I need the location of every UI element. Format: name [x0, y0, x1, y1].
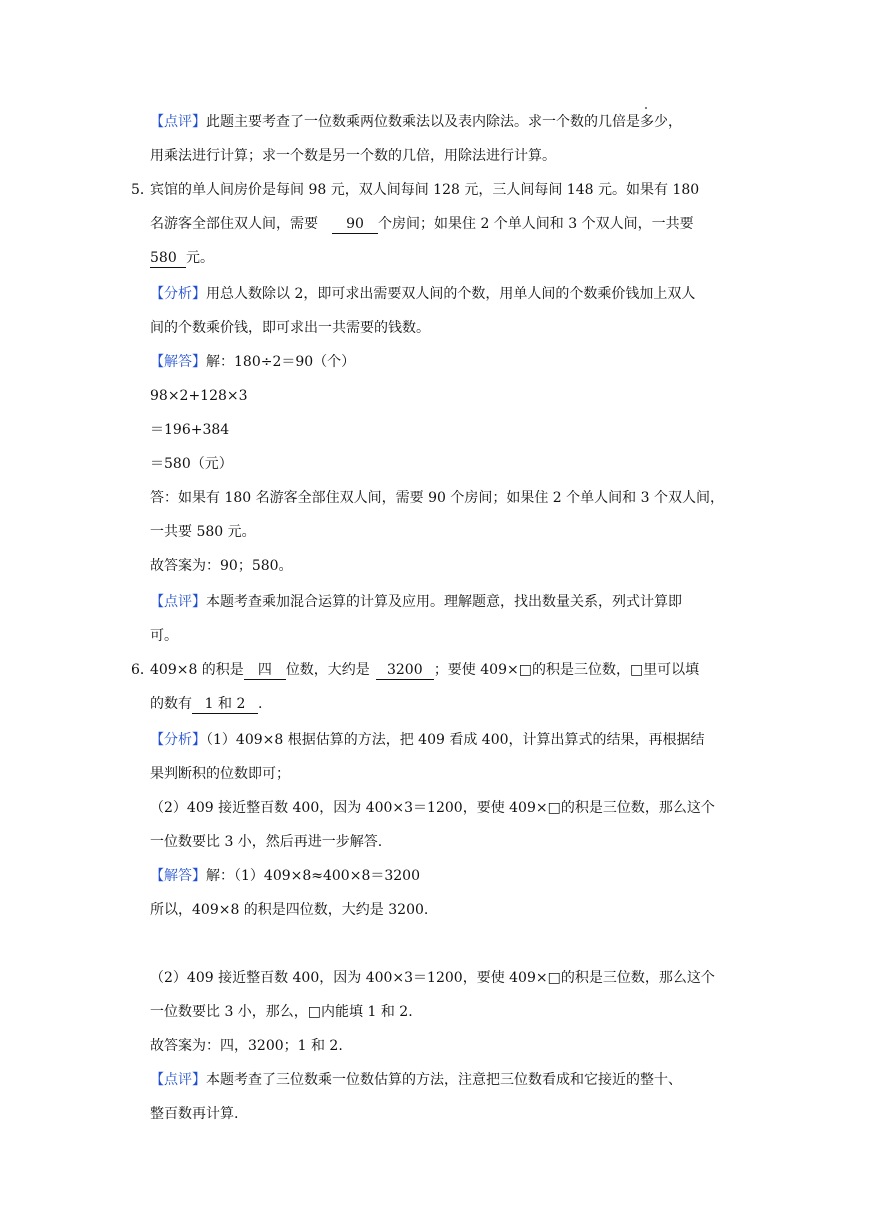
analysis-tag: 【分析】: [150, 286, 206, 302]
q5-analysis-line-1: [150, 284, 695, 304]
q5-text-2b: 个房间；如果住 2 个单人间和 3 个双人间，一共要: [378, 216, 694, 232]
q5-step-2: ＝196+384: [150, 422, 230, 438]
review-tag: 【点评】: [150, 1072, 206, 1088]
q5-step-3: ＝580（元）: [150, 456, 233, 472]
q6-text-2a: 的数有: [150, 696, 192, 712]
q5-solution-line-1: [150, 352, 355, 372]
q5-answer-line-2: 一共要 580 元。: [150, 524, 256, 540]
q6-question-line-2: [150, 694, 262, 714]
q5-answer-blank-1: 90: [332, 215, 378, 234]
q6-solution-line-3: （2）409 接近整百数 400，因为 400×3＝1200，要使 409×□的积是三位数，那么这个: [150, 970, 715, 986]
q6-solution-text-1: 解：（1）409×8≈400×8＝3200: [206, 868, 420, 884]
solution-tag: 【解答】: [150, 868, 206, 884]
q5-analysis-text-1: 用总人数除以 2，即可求出需要双人间的个数，用单人间的个数乘价钱加上双人: [206, 286, 696, 302]
q5-answer-line-1: 答：如果有 180 名游客全部住双人间，需要 90 个房间；如果住 2 个单人间和 3 个双人间，: [150, 490, 724, 506]
q6-number: 6．: [131, 662, 154, 678]
q5-question-line-1: 宾馆的单人间房价是每间 98 元，双人间每间 128 元，三人间每间 148 元。如果有 180: [150, 182, 700, 198]
solution-tag: 【解答】: [150, 354, 206, 370]
review-tag: 【点评】: [150, 594, 206, 610]
q5-step-1: 98×2+128×3: [150, 388, 248, 404]
q6-analysis-line-3: （2）409 接近整百数 400，因为 400×3＝1200，要使 409×□的积是三位数，那么这个: [150, 800, 715, 816]
q6-answer-blank-2: 3200: [376, 661, 434, 680]
q4-review-text-1: 此题主要考查了一位数乘两位数乘法以及表内除法。求一个数的几倍是多少，: [206, 114, 682, 130]
q6-final-answer: 故答案为：四，3200；1 和 2.: [150, 1038, 343, 1054]
q6-review-text-1: 本题考查了三位数乘一位数估算的方法，注意把三位数看成和它接近的整十、: [206, 1072, 682, 1088]
q6-review-line-1: [150, 1070, 682, 1090]
q6-text-1a: 409×8 的积是: [150, 662, 244, 678]
review-tag: 【点评】: [150, 114, 206, 130]
q5-text-3b: 元。: [186, 250, 214, 266]
q6-text-2b: .: [258, 696, 263, 712]
q6-analysis-line-2: 果判断积的位数即可；: [150, 766, 290, 782]
q6-analysis-line-1: [150, 730, 705, 750]
q6-text-1c: ；要使 409×□的积是三位数，□里可以填: [433, 662, 700, 678]
q5-text-2a: 名游客全部住双人间，需要: [150, 216, 318, 232]
q5-solution-text-1: 解：180÷2＝90（个）: [206, 354, 356, 370]
q6-solution-line-4: 一位数要比 3 小，那么，□内能填 1 和 2.: [150, 1004, 413, 1020]
q5-final-answer: 故答案为：90；580。: [150, 558, 293, 574]
q5-question-line-3: [150, 248, 214, 268]
q6-question-line-1: [150, 660, 699, 680]
q5-review-line-1: [150, 592, 682, 612]
q5-answer-blank-2: 580: [150, 249, 186, 268]
q5-review-line-2: 可。: [150, 628, 178, 644]
q6-analysis-line-4: 一位数要比 3 小，然后再进一步解答.: [150, 834, 383, 850]
q6-solution-line-1: [150, 866, 420, 886]
q5-analysis-line-2: 间的个数乘价钱，即可求出一共需要的钱数。: [150, 320, 430, 336]
q5-question-line-2: [150, 214, 694, 234]
q6-solution-line-2: 所以，409×8 的积是四位数，大约是 3200.: [150, 902, 429, 918]
q5-number: 5．: [131, 182, 154, 198]
q6-answer-blank-3: 1 和 2: [192, 695, 258, 714]
stray-dot: [645, 107, 647, 109]
q6-review-line-2: 整百数再计算.: [150, 1106, 239, 1122]
q4-review-line-2: 用乘法进行计算；求一个数是另一个数的几倍，用除法进行计算。: [150, 148, 556, 164]
q6-answer-blank-1: 四: [244, 661, 286, 680]
q5-review-text-1: 本题考查乘加混合运算的计算及应用。理解题意，找出数量关系，列式计算即: [206, 594, 682, 610]
analysis-tag: 【分析】: [150, 732, 206, 748]
q6-analysis-text-1: （1）409×8 根据估算的方法，把 409 看成 400，计算出算式的结果，再根据结: [206, 732, 705, 748]
q6-text-1b: 位数，大约是: [285, 662, 370, 678]
q4-review-line-1: [150, 112, 682, 132]
